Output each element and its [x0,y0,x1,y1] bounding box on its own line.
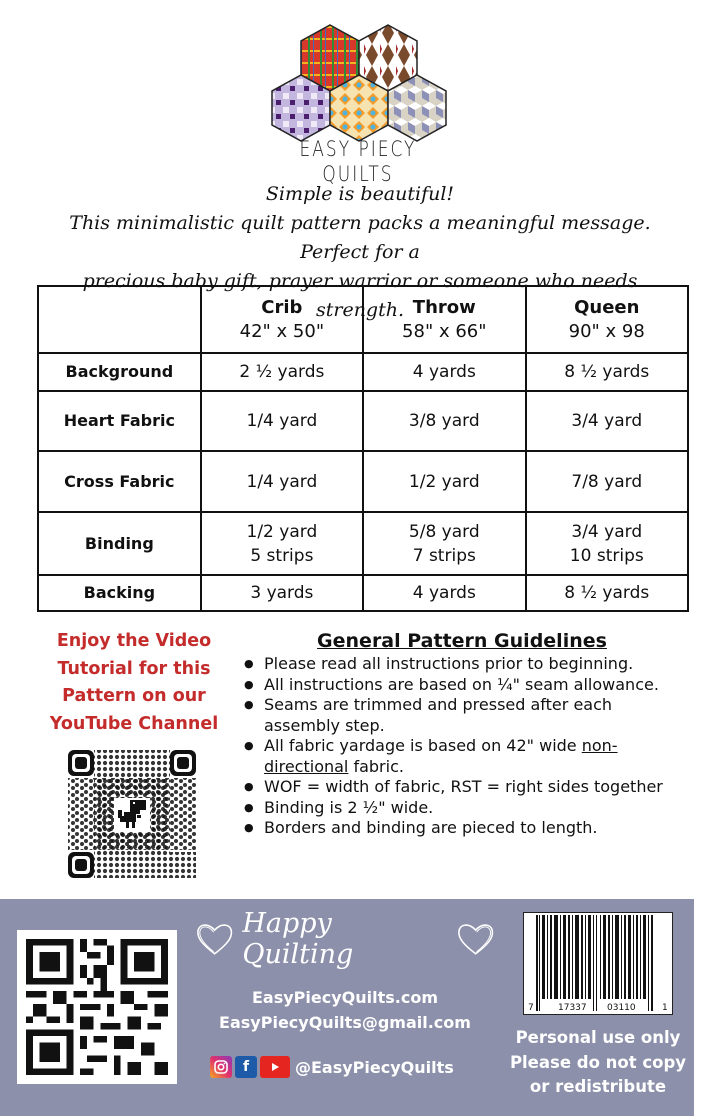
license-line: or redistribute [529,1077,667,1096]
license-line: Personal use only [515,1028,681,1047]
table-cell: 1/4 yard [201,451,363,512]
cell-yardage: 3/4 yard [571,521,643,542]
cell-yardage: 5/8 yard [408,521,480,542]
license-notice [505,1026,691,1100]
table-header-row [38,286,688,353]
list-text: All fabric yardage is based on 42" wide [264,736,582,755]
yardage-table [37,285,689,612]
row-label: Background [38,353,201,391]
row-label: Backing [38,575,201,611]
list-item: ● Borders and binding are pieced to length. [242,818,682,839]
table-row [38,575,688,611]
size-dimensions: 42" x 50" [239,320,325,342]
table-cell: 3 yards [201,575,363,611]
table-cell: 8 ½ yards [526,575,688,611]
cell-strips: 5 strips [250,545,314,566]
license-line: Please do not copy [509,1052,687,1072]
contact-info [195,985,495,1035]
pattern-guidelines [242,630,682,839]
list-item [242,736,682,777]
email-link[interactable]: EasyPiecyQuilts@gmail.com [219,1013,471,1032]
footer-panel [0,899,694,1116]
row-label: Heart Fabric [38,391,201,451]
row-label: Cross Fabric [38,451,201,512]
table-cell: 3/8 yard [363,391,525,451]
promo-line: Tutorial for this [57,658,211,679]
social-handle[interactable]: @EasyPiecyQuilts [295,1057,454,1077]
cell-yardage: 1/2 yard [246,521,318,542]
header-cell-throw [363,286,525,353]
table-cell [526,512,688,575]
intro-line-2: precious baby gift, prayer warrior or someone who needs strength. [82,270,638,321]
instagram-icon[interactable] [210,1056,232,1078]
video-tutorial-promo [36,628,232,738]
table-row [38,353,688,391]
happy-quilting-text: Happy Quilting [242,907,354,970]
youtube-qr-code[interactable] [66,748,198,880]
table-row [38,512,688,575]
website-link[interactable]: EasyPiecyQuilts.com [251,988,438,1007]
intro-line-1: This minimalistic quilt pattern packs a meaningful message. Perfect for a [69,212,651,263]
table-cell: 7/8 yard [526,451,688,512]
table-cell: 2 ½ yards [201,353,363,391]
table-cell: 3/4 yard [526,391,688,451]
underlined-term: non-directional [264,736,618,776]
table-cell: 4 yards [363,575,525,611]
table-cell [363,512,525,575]
barcode-left-group: 17337 [558,1003,587,1013]
hexagon-quilt-icon [268,22,448,142]
table-cell: 4 yards [363,353,525,391]
brand-name: EASY PIECY QUILTS [299,137,417,187]
row-label: Binding [38,512,201,575]
table-cell: 8 ½ yards [526,353,688,391]
barcode-digits [524,999,672,1013]
size-name: Queen [574,296,640,318]
brand-logo [268,22,448,187]
list-item: ● All instructions are based on ¼" seam allowance. [242,675,682,696]
table-cell [201,512,363,575]
promo-line: YouTube Channel [49,713,219,734]
barcode-lead-digit: 7 [528,1003,534,1013]
header-cell-crib [201,286,363,353]
table-row [38,451,688,512]
list-item: ● WOF = width of fabric, RST = right sides together [242,777,682,798]
facebook-icon[interactable]: f [235,1056,257,1078]
list-text: fabric. [348,756,404,776]
size-name: Throw [412,296,476,318]
barcode-check-digit: 1 [662,1003,668,1013]
guidelines-title: General Pattern Guidelines [317,630,607,652]
guidelines-list [242,654,682,839]
header-corner-cell [38,286,201,353]
promo-line: Enjoy the Video [56,631,212,651]
size-dimensions: 90" x 98 [568,320,645,342]
social-links [210,1055,454,1079]
list-item: ● Please read all instructions prior to beginning. [242,654,682,675]
size-dimensions: 58" x 66" [402,320,487,342]
header-cell-queen [526,286,688,353]
barcode-right-group: 03110 [607,1003,636,1013]
list-item: ● Seams are trimmed and pressed after each assembly step. [242,695,682,736]
heart-outline-icon [195,921,234,957]
promo-line: Pattern on our [62,686,206,706]
upc-barcode [523,912,673,1015]
cell-strips: 7 strips [412,545,476,566]
table-cell: 1/2 yard [363,451,525,512]
tagline: Simple is beautiful! [265,183,455,205]
heart-outline-icon [456,921,495,957]
youtube-icon[interactable] [260,1056,290,1078]
size-name: Crib [261,296,303,318]
cell-strips: 10 strips [569,545,644,566]
table-cell: 1/4 yard [201,391,363,451]
website-qr-code[interactable] [17,930,177,1084]
table-row [38,391,688,451]
list-item: ● Binding is 2 ½" wide. [242,798,682,819]
happy-quilting-heading [195,907,495,970]
